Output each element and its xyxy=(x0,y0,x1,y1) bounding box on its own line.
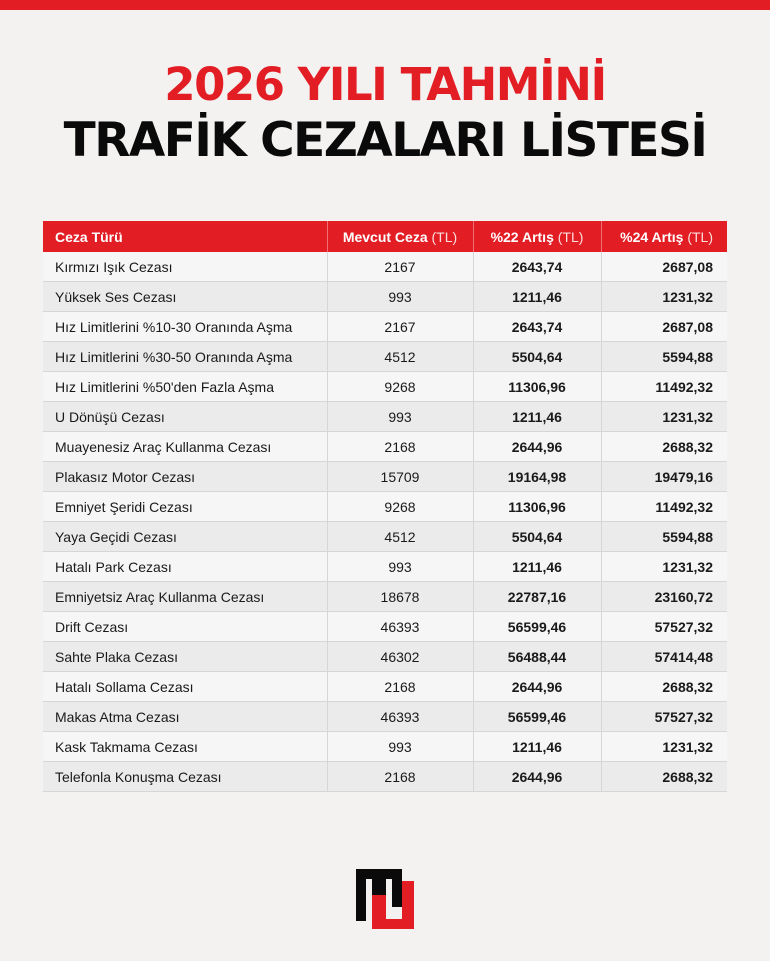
cell-current-fine: 4512 xyxy=(327,342,473,372)
cell-inc22: 19164,98 xyxy=(473,462,601,492)
cell-current-fine: 993 xyxy=(327,402,473,432)
cell-fine-type: Hız Limitlerini %10-30 Oranında Aşma xyxy=(43,312,327,342)
cell-current-fine: 993 xyxy=(327,282,473,312)
cell-fine-type: Makas Atma Cezası xyxy=(43,702,327,732)
cell-current-fine: 2168 xyxy=(327,672,473,702)
cell-inc24: 1231,32 xyxy=(601,282,727,312)
cell-inc24: 5594,88 xyxy=(601,342,727,372)
cell-fine-type: Drift Cezası xyxy=(43,612,327,642)
cell-fine-type: Telefonla Konuşma Cezası xyxy=(43,762,327,792)
table-row xyxy=(43,522,727,552)
cell-fine-type: Plakasız Motor Cezası xyxy=(43,462,327,492)
cell-inc24: 1231,32 xyxy=(601,402,727,432)
cell-inc24: 2687,08 xyxy=(601,312,727,342)
cell-current-fine: 9268 xyxy=(327,372,473,402)
cell-inc22: 5504,64 xyxy=(473,342,601,372)
table-row xyxy=(43,762,727,792)
cell-fine-type: Muayenesiz Araç Kullanma Cezası xyxy=(43,432,327,462)
cell-inc24: 1231,32 xyxy=(601,552,727,582)
cell-inc22: 1211,46 xyxy=(473,282,601,312)
page-title-line-1: 2026 YILI TAHMİNİ xyxy=(164,58,606,111)
table-row xyxy=(43,342,727,372)
table-row xyxy=(43,732,727,762)
cell-fine-type: Hatalı Park Cezası xyxy=(43,552,327,582)
column-header-inc24 xyxy=(601,221,727,252)
table-row xyxy=(43,702,727,732)
cell-inc22: 56599,46 xyxy=(473,702,601,732)
cell-inc24: 57527,32 xyxy=(601,702,727,732)
cell-inc22: 1211,46 xyxy=(473,402,601,432)
cell-inc24: 11492,32 xyxy=(601,372,727,402)
table-header-row xyxy=(43,221,727,252)
cell-inc24: 57414,48 xyxy=(601,642,727,672)
cell-fine-type: Emniyetsiz Araç Kullanma Cezası xyxy=(43,582,327,612)
column-header-label: Ceza Türü xyxy=(55,228,123,245)
cell-inc24: 23160,72 xyxy=(601,582,727,612)
cell-inc24: 1231,32 xyxy=(601,732,727,762)
cell-current-fine: 18678 xyxy=(327,582,473,612)
cell-inc22: 22787,16 xyxy=(473,582,601,612)
cell-fine-type: U Dönüşü Cezası xyxy=(43,402,327,432)
cell-inc22: 2644,96 xyxy=(473,432,601,462)
cell-inc22: 56599,46 xyxy=(473,612,601,642)
cell-fine-type: Emniyet Şeridi Cezası xyxy=(43,492,327,522)
column-header-unit: (TL) xyxy=(557,228,584,245)
cell-fine-type: Kask Takmama Cezası xyxy=(43,732,327,762)
cell-fine-type: Yüksek Ses Cezası xyxy=(43,282,327,312)
column-header-current xyxy=(327,221,473,252)
cell-current-fine: 2167 xyxy=(327,312,473,342)
cell-inc22: 2643,74 xyxy=(473,252,601,282)
cell-current-fine: 2167 xyxy=(327,252,473,282)
column-header-unit: (TL) xyxy=(431,228,458,245)
cell-inc24: 2688,32 xyxy=(601,672,727,702)
cell-inc24: 2687,08 xyxy=(601,252,727,282)
cell-fine-type: Yaya Geçidi Cezası xyxy=(43,522,327,552)
column-header-inc22 xyxy=(473,221,601,252)
cell-current-fine: 4512 xyxy=(327,522,473,552)
column-header-label: %22 Artış xyxy=(490,228,554,245)
table-row xyxy=(43,372,727,402)
cell-fine-type: Hız Limitlerini %50'den Fazla Aşma xyxy=(43,372,327,402)
cell-inc24: 19479,16 xyxy=(601,462,727,492)
cell-fine-type: Hatalı Sollama Cezası xyxy=(43,672,327,702)
cell-inc22: 1211,46 xyxy=(473,552,601,582)
cell-inc22: 11306,96 xyxy=(473,372,601,402)
cell-inc22: 56488,44 xyxy=(473,642,601,672)
cell-current-fine: 993 xyxy=(327,732,473,762)
column-header-label: %24 Artış xyxy=(620,228,684,245)
cell-fine-type: Hız Limitlerini %30-50 Oranında Aşma xyxy=(43,342,327,372)
table-row xyxy=(43,582,727,612)
table-row xyxy=(43,312,727,342)
cell-inc22: 2644,96 xyxy=(473,762,601,792)
cell-inc22: 1211,46 xyxy=(473,732,601,762)
cell-inc24: 2688,32 xyxy=(601,432,727,462)
table-row xyxy=(43,492,727,522)
top-accent-bar xyxy=(0,0,770,10)
table-row xyxy=(43,432,727,462)
table-row xyxy=(43,462,727,492)
cell-fine-type: Sahte Plaka Cezası xyxy=(43,642,327,672)
cell-inc22: 11306,96 xyxy=(473,492,601,522)
table-row xyxy=(43,552,727,582)
cell-inc24: 11492,32 xyxy=(601,492,727,522)
cell-current-fine: 2168 xyxy=(327,432,473,462)
column-header-fine-type xyxy=(43,221,327,252)
cell-current-fine: 46393 xyxy=(327,702,473,732)
fines-table xyxy=(43,221,727,792)
cell-fine-type: Kırmızı Işık Cezası xyxy=(43,252,327,282)
cell-current-fine: 15709 xyxy=(327,462,473,492)
cell-inc22: 5504,64 xyxy=(473,522,601,552)
cell-inc22: 2643,74 xyxy=(473,312,601,342)
cell-inc24: 2688,32 xyxy=(601,762,727,792)
table-row xyxy=(43,282,727,312)
column-header-unit: (TL) xyxy=(687,228,713,245)
cell-current-fine: 46302 xyxy=(327,642,473,672)
page-title-line-2: TRAFİK CEZALARI LİSTESİ xyxy=(63,113,707,168)
table-row xyxy=(43,642,727,672)
cell-current-fine: 993 xyxy=(327,552,473,582)
cell-inc24: 57527,32 xyxy=(601,612,727,642)
cell-current-fine: 9268 xyxy=(327,492,473,522)
table-row xyxy=(43,612,727,642)
cell-inc24: 5594,88 xyxy=(601,522,727,552)
cell-current-fine: 46393 xyxy=(327,612,473,642)
cell-inc22: 2644,96 xyxy=(473,672,601,702)
table-row xyxy=(43,402,727,432)
h-logo-icon xyxy=(356,869,414,929)
table-row xyxy=(43,252,727,282)
cell-current-fine: 2168 xyxy=(327,762,473,792)
table-row xyxy=(43,672,727,702)
column-header-label: Mevcut Ceza xyxy=(342,228,428,245)
